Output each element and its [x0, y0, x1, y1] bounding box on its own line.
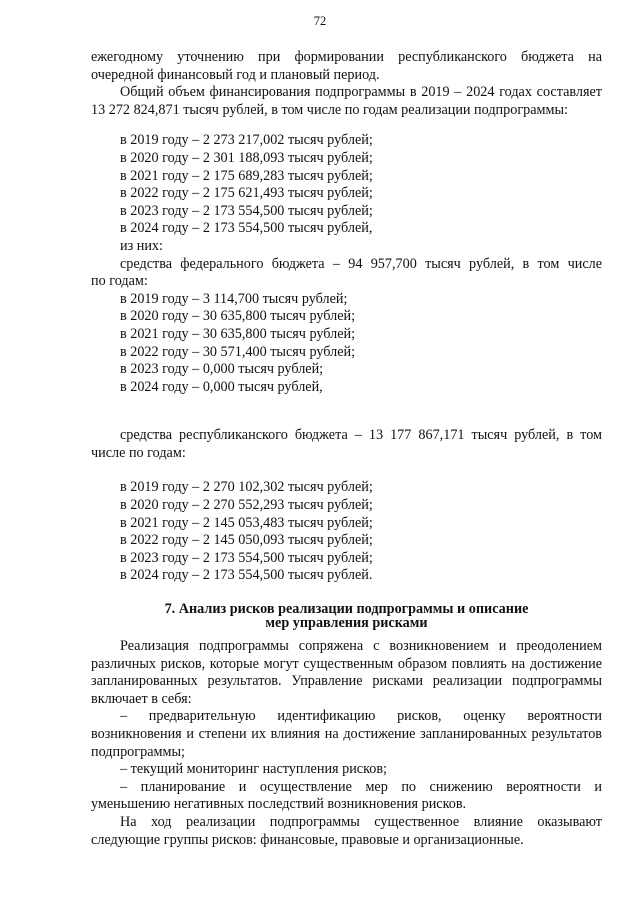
risk-measure-item: – планирование и осуществление мер по снижению вероятности и уменьшению негативных последствий возникновения рисков.	[91, 778, 602, 813]
list-item: в 2022 году – 2 145 050,093 тысяч рублей;	[120, 532, 373, 549]
list-item: в 2021 году – 2 145 053,483 тысяч рублей;	[120, 514, 373, 531]
total-funding-line-1: Общий объем финансирования подпрограммы в 2019 – 2024 годах составляет	[120, 84, 602, 101]
list-item: в 2020 году – 30 635,800 тысяч рублей;	[120, 308, 356, 325]
list-item: в 2024 году – 2 173 554,500 тысяч рублей,	[120, 220, 373, 237]
list-item: в 2023 году – 0,000 тысяч рублей;	[120, 361, 324, 378]
total-by-year-list	[91, 132, 602, 238]
list-item: в 2024 году – 0,000 тысяч рублей,	[120, 378, 323, 395]
intro-line-1: ежегодному уточнению при формировании республиканского бюджета на	[91, 49, 602, 65]
risk-groups-paragraph: На ход реализации подпрограммы существенное влияние оказывают следующие группы рисков: финансовые, правовые и организационные.	[91, 813, 602, 848]
list-item: в 2023 году – 2 173 554,500 тысяч рублей;	[120, 202, 373, 219]
list-item: в 2019 году – 3 114,700 тысяч рублей;	[120, 290, 348, 307]
risk-intro-paragraph: Реализация подпрограммы сопряжена с возникновением и преодолением различных рисков, которые могут существенным образом повлиять на достижение запланированных результатов. Управление рисками реализации подпрограммы включает в себя:	[91, 638, 602, 707]
list-item: в 2022 году – 30 571,400 тысяч рублей;	[120, 343, 356, 360]
section-heading-line-1: 7. Анализ рисков реализации подпрограммы и описание	[164, 601, 529, 618]
list-item: в 2020 году – 2 301 188,093 тысяч рублей;	[120, 149, 373, 166]
page-number: 72	[313, 14, 327, 28]
list-item: в 2019 году – 2 273 217,002 тысяч рублей;	[120, 132, 373, 149]
list-item: в 2021 году – 2 175 689,283 тысяч рублей;	[120, 167, 373, 184]
list-item: в 2021 году – 30 635,800 тысяч рублей;	[120, 325, 356, 342]
list-item: в 2024 году – 2 173 554,500 тысяч рублей.	[120, 567, 373, 584]
total-funding-line-2: 13 272 824,871 тысяч рублей, в том числе по годам реализации подпрограммы:	[91, 101, 568, 118]
republic-by-year-list	[91, 479, 602, 585]
risk-measure-item: – предварительную идентификацию рисков, оценку вероятности возникновения и степени их влияния на достижение запланированных результатов подпрограммы;	[91, 708, 602, 760]
list-item: в 2022 году – 2 175 621,493 тысяч рублей;	[120, 185, 373, 202]
list-item: в 2023 году – 2 173 554,500 тысяч рублей;	[120, 549, 373, 566]
republic-budget-line-2: числе по годам:	[91, 444, 186, 461]
federal-budget-line-2: по годам:	[91, 273, 148, 290]
of-them-label: из них:	[120, 237, 163, 254]
page-content	[91, 49, 602, 849]
federal-budget-line-1: средства федерального бюджета – 94 957,700 тысяч рублей, в том числе	[120, 255, 602, 272]
risk-measure-item: – текущий мониторинг наступления рисков;	[120, 761, 387, 778]
federal-by-year-list	[91, 291, 602, 397]
list-item: в 2020 году – 2 270 552,293 тысяч рублей;	[120, 497, 373, 514]
section-heading-line-2: мер управления рисками	[265, 615, 428, 632]
republic-budget-line-1: средства республиканского бюджета – 13 177 867,171 тысяч рублей, в том	[120, 427, 602, 444]
list-item: в 2019 году – 2 270 102,302 тысяч рублей;	[120, 479, 373, 496]
intro-line-2: очередной финансовый год и плановый период.	[91, 66, 380, 83]
